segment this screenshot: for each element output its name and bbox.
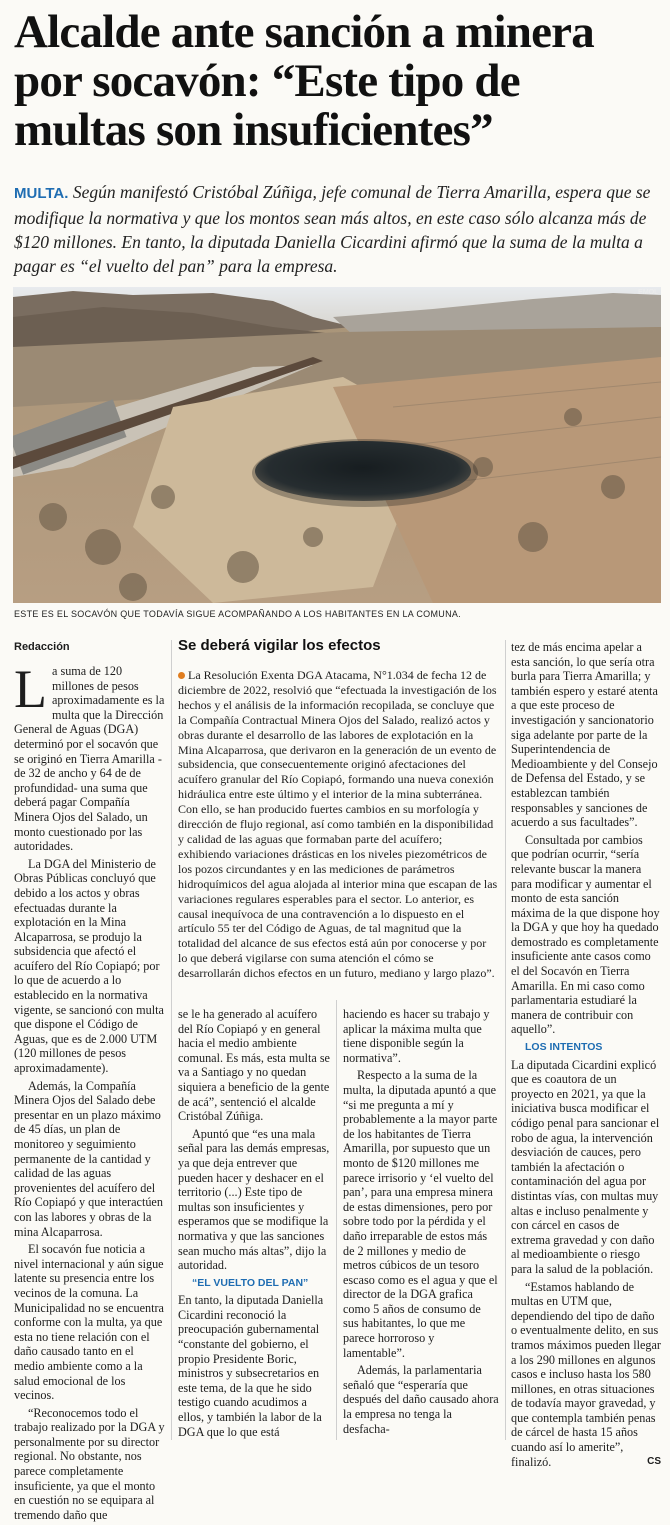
box-title: Se deberá vigilar los efectos bbox=[178, 637, 381, 654]
column-divider bbox=[505, 640, 506, 1440]
col1-paragraph: La DGA del Ministerio de Obras Públicas concluyó que debido a los actos y obras efectuadas durante la explotación en la Mina Alcaparrosa, se produjo la subsidencia que afectó el acuífero del Río Copiapó; por lo que de acuerdo a lo establecido en la normativa vigente, se sancionó con multa que dispone el Código de Aguas, que es de 2.000 UTM (120 millones de pesos aproximadamente). bbox=[14, 856, 164, 1076]
col3-paragraph: Respecto a la suma de la multa, la diputada apuntó a que “si me pregunta a mí y probablemente a la mayor parte de los habitantes de Tierra Amarilla, por supuesto que un monto de $120 millones me parece irrisorio y ‘el vuelto del pan’, para una empresa minera de estas dimensiones, pero por sobre todo por la pérdida y el daño irreparable de estos más de 2 millones y medio de metros cúbicos de un tesoro escaso como es el agua y que el director de la DGA grafica como 5 años de consumo de sus habitantes, lo que me parece horroroso y lamentable”. bbox=[343, 1068, 498, 1360]
column-divider bbox=[336, 1000, 337, 1440]
author-initials: CS bbox=[647, 1455, 661, 1467]
col1-paragraph: “Reconocemos todo el trabajo realizado por la DGA y personalmente por su director regional. No obstante, nos parece completamente insuficiente, ya que el monto en cuestión no se equipara al tremendo daño que bbox=[14, 1405, 165, 1522]
lead-paragraph bbox=[14, 180, 660, 278]
headline: Alcalde ante sanción a minera por socavón: “Este tipo de multas son insuficientes” bbox=[14, 6, 594, 156]
col4-text: “Estamos hablando de multas en UTM que, dependiendo del tipo de daño o eventualmente delito, en sus tramos máximos pueden llegar a los 290 millones en algunos casos e incluso hasta los 580 millones, en otras situaciones de todavía mayor gravedad, y que contempla también penas de cárcel de hasta 15 años cuando así lo amerite”, finalizó. bbox=[511, 1279, 661, 1469]
box-text bbox=[178, 668, 498, 984]
column-3 bbox=[343, 1007, 499, 1439]
section-heading: “EL VUELTO DEL PAN” bbox=[192, 1276, 309, 1289]
bullet-icon bbox=[178, 672, 185, 679]
col2-paragraph: En tanto, la diputada Daniella Cicardini reconoció la preocupación gubernamental “constante del gobierno, el propio Presidente Boric, ministros y subsecretarios en este tema, de la que he sido testigo cuando acudimos a ellos, y también la labor de la DGA que lo que está bbox=[178, 1293, 324, 1439]
sinkhole-photo bbox=[13, 287, 661, 603]
col4-paragraph: tez de más encima apelar a esta sanción, lo que sería otra burla para Tierra Amarilla; y también espero y estaré atenta a que este proceso de investigación y sancionatorio siga adelante por parte de la Superintendencia de Medioambiente y del Consejo de Defensa del Estado, y se establezcan también responsables y sanciones de acuerdo a sus facultades”. bbox=[511, 640, 658, 830]
col1-paragraph: Además, la Compañía Minera Ojos del Salado debe presentar en un plazo máximo de 45 días, un plan de monitoreo y seguimiento permanente de la cantidad y calidad de las aguas provenientes del acuífero del Río Copiapó y que interactúen con las labores y obras de la mina Alcaparrosa. bbox=[14, 1078, 163, 1239]
section-heading: LOS INTENTOS bbox=[525, 1041, 603, 1054]
col4-paragraph: La diputada Cicardini explicó que es coautora de un proyecto en 2021, ya que la iniciativa busca modificar el código penal para sancionar el robo de agua, la intervención desviación de cauces, pero también la afectación o contaminación del agua por distintas vías, con multas muy altas e incluso penalmente y con cárcel en casos de extrema gravedad y con daño al medioambiente o riesgo para la salud de la población. bbox=[511, 1057, 660, 1276]
column-1 bbox=[14, 659, 166, 1525]
col1-paragraph: El socavón fue noticia a nivel internacional y aún sigue latente su presencia entre los vecinos de la comuna. La Municipalidad no se encuentra conforme con la multa, ya que esta no tiene relación con el daño causado tanto en el medio ambiente como a la salud emocional de los vecinos. bbox=[14, 1242, 164, 1403]
col4-paragraph bbox=[511, 1280, 661, 1470]
byline: Redacción bbox=[14, 641, 70, 653]
col3-paragraph: Además, la parlamentaria señaló que “esperaría que después del daño causado ahora la empresa no tenga la desfacha- bbox=[343, 1363, 499, 1436]
column-divider bbox=[171, 640, 172, 1440]
col4-paragraph: Consultada por cambios que podrían ocurrir, “sería relevante buscar la manera para modificar y aumentar el monto de esta sanción máxima de la que dispone hoy la DGA y que hoy ha quedado demostrado es completamente insuficiente ante casos como el del Socavón en Tierra Amarilla. En mi caso como parlamentaria estudiaré la manera de contribuir con aquello”. bbox=[511, 832, 660, 1037]
photo-credit: EMOL bbox=[638, 289, 658, 296]
box-body: La Resolución Exenta DGA Atacama, N°1.034 de fecha 12 de diciembre de 2022, resolvió que “efectuada la investigación de los hechos y el análisis de la información recopilada, se concluye que la Compañía Contractual Minera Ojos del Salado, realizó actos y obras durante el desarrollo de las labores de explotación en la Mina Alcaparrosa, que derivaron en la generación de un evento de subsidencia, que consecuentemente originó afectaciones del acuífero granular del Río Copiapó, formando una nueva conexión hidráulica entre este último y el interior de la mina subterránea. Con ello, se han producido fuertes cambios en su morfología y dirección de flujo regional, así como también en la disponibilidad y calidad de las aguas que formaban parte del acuífero; exhibiendo variaciones drásticas en los niveles piezométricos de los pozos circundantes y en las mediciones de parámetros hidroquímicos del agua alojada al interior mina que escapan de las variaciones regulares esperables para el sector. Lo anterior, es causal inequívoca de una contravención a lo dispuesto en el artículo 55 ter del Código de Aguas, de tal magnitud que la totalidad del alcance de sus efectos está aún por conocerse y por lo que deberá vigilarse con suma atención el cómo se desarrollarán dichos efectos en un futuro, mediano y largo plazo”. bbox=[178, 668, 498, 981]
col2-paragraph: se le ha generado al acuífero del Río Copiapó y en general hacia el medio ambiente comunal. Es más, esta multa se va a Santiago y no quedan siquiera a beneficio de la gente de acá”, sentenció el alcalde Cristóbal Zúñiga. bbox=[178, 1007, 330, 1124]
col1-text: a suma de 120 millones de pesos aproximadamente es la multa que la Dirección General de Aguas (DGA) determinó por el socavón que se originó en Tierra Amarilla -de 32 de ancho y 64 de de profundidad- una suma que deberá pagar Compañía Minera Ojos del Salado, un monto cuestionado por las autoridades. bbox=[14, 664, 165, 854]
col3-paragraph: haciendo es hacer su trabajo y aplicar la máxima multa que tiene disponible según la normativa”. bbox=[343, 1007, 490, 1065]
sinkhole-landscape-image bbox=[13, 287, 661, 603]
column-2 bbox=[178, 1007, 330, 1442]
lead-text: Según manifestó Cristóbal Zúñiga, jefe comunal de Tierra Amarilla, espera que se modifique la normativa y que los montos sean más altos, en este caso sólo alcanza más de $120 millones. En tanto, la diputada Daniella Cicardini afirmó que la suma de la multa a pagar es “el vuelto del pan” para la empresa. bbox=[14, 182, 651, 276]
col1-paragraph bbox=[14, 659, 166, 854]
dropcap: L bbox=[14, 659, 47, 719]
photo-caption: ESTE ES EL SOCAVÓN QUE TODAVÍA SIGUE ACOMPAÑANDO A LOS HABITANTES EN LA COMUNA. bbox=[14, 609, 461, 619]
col2-paragraph: Apuntó que “es una mala señal para las demás empresas, ya que deja entrever que pueden hacer y deshacer en el territorio (...) Este tipo de multas son insuficientes y esperamos que se modifique la normativa y que las sanciones sean mucho más altas”, dijo la autoridad. bbox=[178, 1126, 330, 1273]
lead-tag: MULTA. bbox=[14, 185, 69, 202]
column-4 bbox=[511, 640, 661, 1472]
